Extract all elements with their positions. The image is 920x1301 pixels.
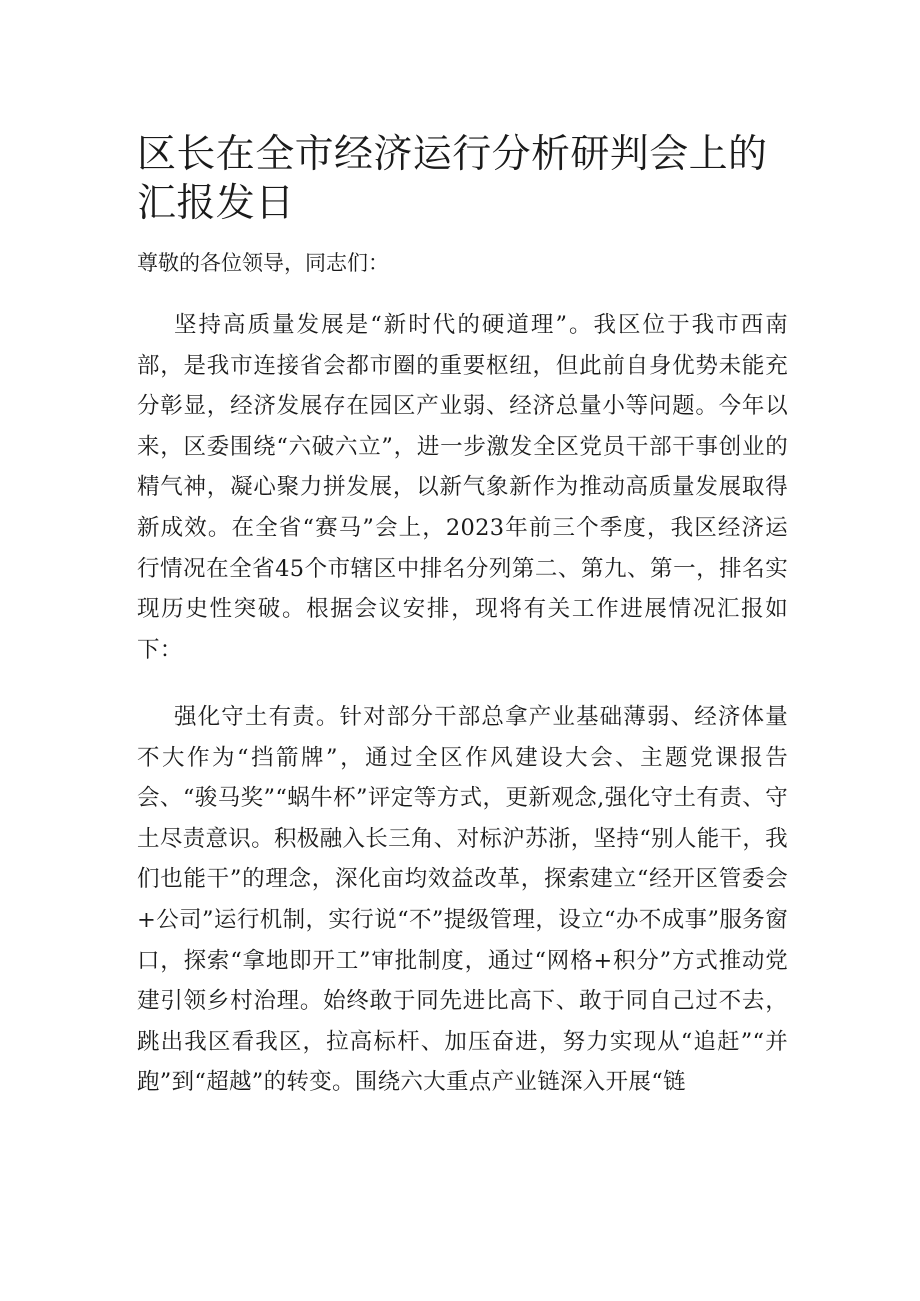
- body-paragraph: 坚持高质量发展是“新时代的硬道理”。我区位于我市西南部，是我市连接省会都市圈的重要枢纽，但此前自身优势未能充分彰显，经济发展存在园区产业弱、经济总量小等问题。今年以来，区委围绕“六破六立”，进一步激发全区党员干部干事创业的精气神，凝心聚力拼发展，以新气象新作为推动高质量发展取得新成效。在全省“赛马”会上，2023年前三个季度，我区经济运行情况在全省45个市辖区中排名分列第二、第九、第一，排名实现历史性突破。根据会议安排，现将有关工作进展情况汇报如下：: [137, 312, 788, 663]
- body-paragraph: 强化守土有责。针对部分干部总拿产业基础薄弱、经济体量不大作为“挡箭牌”，通过全区作风建设大会、主题党课报告会、“骏马奖”“蜗牛杯”评定等方式，更新观念,强化守土有责、守土尽责意识。积极融入长三角、对标沪苏浙，坚持“别人能干，我们也能干”的理念，深化亩均效益改革，探索建立“经开区管委会+公司”运行机制，实行说“不”提级管理，设立“办不成事”服务窗口，探索“拿地即开工”审批制度，通过“网格+积分”方式推动党建引领乡村治理。始终敢于同先进比高下、敢于同自己过不去，跳出我区看我区，拉高标杆、加压奋进，努力实现从“追赶”“并跑”到“超越”的转变。围绕六大重点产业链深入开展“链: [137, 704, 788, 1096]
- document-title: 区长在全市经济运行分析研判会上的汇报发日: [137, 132, 768, 226]
- greeting-line: 尊敬的各位领导，同志们：: [137, 251, 389, 275]
